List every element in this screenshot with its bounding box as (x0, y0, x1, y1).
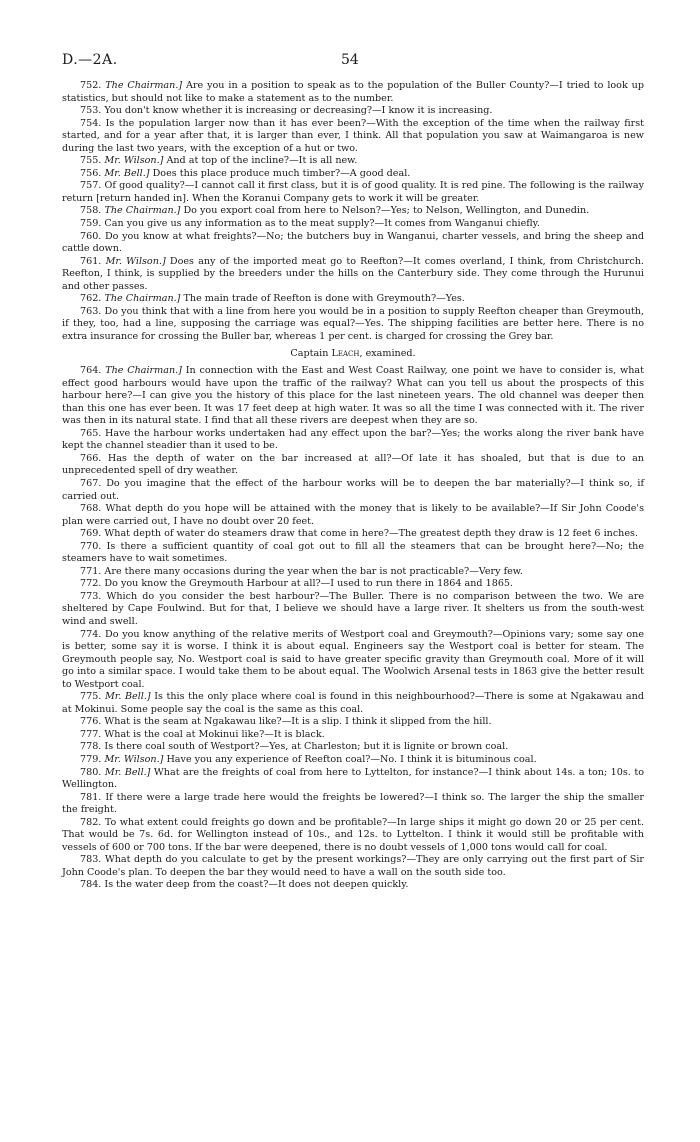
question-answer-text: Do you know at what freights?—No; the butchers buy in Wanganui, charter vessels, and bring the sheep and cattle down. (62, 230, 644, 255)
question-answer-text: Do you think that with a line from here you would be in a position to supply Reefton cheaper than Greymouth, if they, too, had a line, supposing the carriage was equal?—Yes. The shipping facilities are better here. There is no extra insurance for crossing the Buller bar, whereas 1 per cent. is charged for crossing the Grey bar. (62, 305, 644, 342)
question-number: 759. (80, 218, 102, 230)
question-answer-text: Does this place produce much timber?—A good deal. (149, 167, 411, 179)
question-answer-text: What is the coal at Mokinui like?—It is black. (101, 728, 325, 740)
question-number: 766. (80, 452, 102, 464)
question-paragraph (62, 256, 644, 294)
question-paragraph (62, 365, 644, 428)
question-number: 758. (80, 205, 102, 217)
question-number: 784. (80, 879, 102, 891)
question-answer-text: Do you know the Greymouth Harbour at all?—I used to run there in 1864 and 1865. (101, 578, 514, 590)
question-paragraph (62, 767, 644, 792)
question-paragraph (62, 528, 644, 541)
question-paragraph (62, 105, 644, 118)
question-answer-text: The main trade of Reefton is done with Greymouth?—Yes. (180, 293, 465, 305)
speaker-name: The Chairman.] (105, 80, 183, 91)
question-answer-text: What depth do you calculate to get by the present workings?—They are only carrying out the first part of Sir John Coode's plan. To deepen the bar they would need to have a wall on the south side too. (62, 854, 644, 878)
question-number: 780. (80, 766, 102, 778)
question-paragraph (62, 716, 644, 729)
question-answer-text: Is the population larger now than it has ever been?—With the exception of the time when the railway first started, and for a year after that, it is larger than ever, I think. All that population you saw at Waimangaroa is new during the last two years, with the exception of a hut or two. (62, 117, 644, 154)
question-paragraph (62, 428, 644, 453)
question-number: 777. (80, 728, 102, 740)
question-paragraph (62, 118, 644, 156)
page-header (62, 52, 644, 74)
question-answer-text: In connection with the East and West Coast Railway, one point we have to consider is, what effect good harbours would have upon the traffic of the railway? What can you tell us about the prospects of this harbour here?—I can give you the history of this place for the last nineteen years. The old channel was deeper then than this one has ever been. It was 17 feet deep at high water. It was so all the time I was connected with it. The river was then in its natural state. I find that all these rivers are deepest when they are so. (62, 365, 644, 427)
question-paragraph (62, 578, 644, 591)
question-number: 770. (80, 540, 102, 552)
document-reference: D.—2A. (62, 52, 118, 68)
speaker-name: Mr. Bell.] (104, 167, 150, 179)
question-number: 760. (80, 230, 102, 242)
question-answer-text: If there were a large trade here would the freights be lowered?—I think so. The larger the ship the smaller the freight. (62, 791, 644, 816)
question-number: 754. (80, 117, 102, 129)
question-answer-text: Do you export coal from here to Nelson?—Yes; to Nelson, Wellington, and Dunedin. (180, 205, 590, 217)
question-number: 776. (80, 716, 102, 728)
question-number: 765. (80, 427, 102, 439)
question-paragraph (62, 691, 644, 716)
question-paragraph (62, 453, 644, 478)
evidence-part-1 (62, 80, 644, 343)
question-paragraph (62, 591, 644, 629)
question-answer-text: To what extent could freights go down and be profitable?—In large ships it might go down 20 or 25 per cent. That would be 7s. 6d. for Wellington instead of 10s., and 12s. to Lyttelton. I think it would still be profitable with vessels of 600 or 700 tons. If the bar were deepened, there is no doubt vessels of 1,000 tons would call for coal. (62, 816, 644, 853)
question-number: 775. (80, 691, 102, 703)
evidence-part-2 (62, 365, 644, 892)
witness-heading (62, 348, 644, 361)
question-paragraph (62, 478, 644, 503)
question-answer-text: Do you know anything of the relative merits of Westport coal and Greymouth?—Opinions vary; some say one is better, some say it is worse. I think it is about equal. Engineers say the Westport coal is better for steam. The Greymouth people say, No. Westport coal is said to have greater specific gravity than Greymouth coal. More of it will go into a similar space. I would take them to be about equal. The Woolwich Arsenal tests in 1863 give the better result to Westport coal. (62, 628, 644, 690)
question-number: 757. (80, 180, 102, 192)
question-answer-text: Can you give us any information as to the meat supply?—It comes from Wanganui chiefly. (101, 218, 540, 230)
question-number: 771. (80, 565, 102, 577)
speaker-name: Mr. Wilson.] (105, 255, 166, 267)
speaker-name: The Chairman.] (104, 293, 181, 305)
question-paragraph (62, 541, 644, 566)
question-answer-text: Have the harbour works undertaken had any effect upon the bar?—Yes; the works along the river bank have kept the channel steadier than it used to be. (62, 427, 644, 452)
question-number: 761. (80, 255, 102, 267)
witness-heading-suffix: , examined. (359, 348, 416, 360)
witness-heading-prefix: Captain (290, 348, 332, 360)
question-answer-text: Is the water deep from the coast?—It does not deepen quickly. (101, 879, 409, 891)
question-answer-text: You don't know whether it is increasing or decreasing?—I know it is increasing. (101, 105, 493, 117)
question-paragraph (62, 293, 644, 306)
question-number: 752. (80, 80, 102, 91)
question-number: 779. (80, 753, 102, 765)
question-number: 762. (80, 293, 102, 305)
question-paragraph (62, 792, 644, 817)
speaker-name: The Chairman.] (104, 205, 181, 217)
question-answer-text: And at top of the incline?—It is all new. (163, 155, 358, 167)
page-number: 54 (341, 52, 359, 68)
question-paragraph (62, 729, 644, 742)
question-answer-text: What depth do you hope will be attained with the money that is likely to be available?—If Sir John Coode's plan were carried out, I have no doubt over 20 feet. (62, 503, 644, 527)
question-number: 774. (80, 628, 102, 640)
question-answer-text: What is the seam at Ngakawau like?—It is a slip. I think it slipped from the hill. (101, 716, 492, 728)
question-paragraph (62, 741, 644, 754)
question-paragraph (62, 854, 644, 879)
speaker-name: Mr. Bell.] (104, 691, 151, 703)
question-number: 783. (80, 854, 102, 866)
question-number: 756. (80, 167, 102, 179)
question-number: 769. (80, 528, 102, 540)
question-paragraph (62, 817, 644, 855)
question-number: 763. (80, 305, 102, 317)
question-number: 753. (80, 105, 102, 117)
question-answer-text: Are there many occasions during the year when the bar is not practicable?—Very few. (101, 565, 523, 577)
question-answer-text: Of good quality?—I cannot call it first class, but it is of good quality. It is red pine. The following is the railway return [return handed in]. When the Koranui Company gets to work it will be greater. (62, 180, 644, 204)
question-paragraph (62, 168, 644, 181)
question-number: 773. (80, 590, 102, 602)
question-number: 782. (80, 816, 102, 828)
question-answer-text: Is there coal south of Westport?—Yes, at Charleston; but it is lignite or brown coal. (101, 741, 509, 753)
speaker-name: Mr. Wilson.] (104, 753, 164, 765)
page-body (62, 80, 644, 892)
question-paragraph (62, 503, 644, 528)
question-answer-text: Which do you consider the best harbour?—The Buller. There is no comparison between the two. We are sheltered by Cape Foulwind. But for that, I believe we should have a large river. It shelters us from the south-west wind and swell. (62, 590, 644, 627)
question-answer-text: Have you any experience of Reefton coal?—No. I think it is bituminous coal. (163, 753, 537, 765)
speaker-name: Mr. Bell.] (104, 766, 151, 778)
question-answer-text: What are the freights of coal from here to Lyttelton, for instance?—I think about 14s. a ton; 10s. to Wellington. (62, 766, 644, 791)
question-paragraph (62, 231, 644, 256)
question-answer-text: Is this the only place where coal is found in this neighbourhood?—There is some at Ngakawau and at Mokinui. Some people say the coal is the same as this coal. (62, 691, 644, 715)
speaker-name: The Chairman.] (105, 365, 182, 377)
question-answer-text: Do you imagine that the effect of the harbour works will be to deepen the bar materially?—I think so, if carried out. (62, 477, 644, 502)
question-paragraph (62, 629, 644, 692)
question-number: 767. (80, 477, 102, 489)
question-answer-text: What depth of water do steamers draw that come in here?—The greatest depth they draw is 12 feet 6 inches. (101, 528, 639, 540)
witness-name: Leach (331, 348, 360, 360)
question-answer-text: Is there a sufficient quantity of coal got out to fill all the steamers that can be brought here?—No; the steamers have to wait sometimes. (62, 540, 644, 565)
question-answer-text: Does any of the imported meat go to Reefton?—It comes overland, I think, from Christchurch. Reefton, I think, is supplied by the breeders under the hills on the Canterbury side. They come through the Hurunui and other passes. (62, 255, 644, 292)
question-paragraph (62, 218, 644, 231)
question-paragraph (62, 754, 644, 767)
question-number: 764. (80, 365, 102, 377)
question-number: 772. (80, 578, 102, 590)
question-paragraph (62, 205, 644, 218)
question-paragraph (62, 566, 644, 579)
question-paragraph (62, 180, 644, 205)
speaker-name: Mr. Wilson.] (104, 155, 164, 167)
question-number: 755. (80, 155, 102, 167)
question-paragraph (62, 155, 644, 168)
question-number: 778. (80, 741, 102, 753)
question-paragraph (62, 879, 644, 892)
question-answer-text: Has the depth of water on the bar increased at all?—Of late it has shoaled, but that is due to an unprecedented spell of dry weather. (62, 452, 644, 477)
question-number: 768. (80, 503, 102, 515)
question-answer-text: Are you in a position to speak as to the population of the Buller County?—I tried to look up statistics, but should not like to make a statement as to the number. (62, 80, 644, 104)
question-number: 781. (80, 791, 102, 803)
question-paragraph (62, 306, 644, 344)
question-paragraph (62, 80, 644, 105)
